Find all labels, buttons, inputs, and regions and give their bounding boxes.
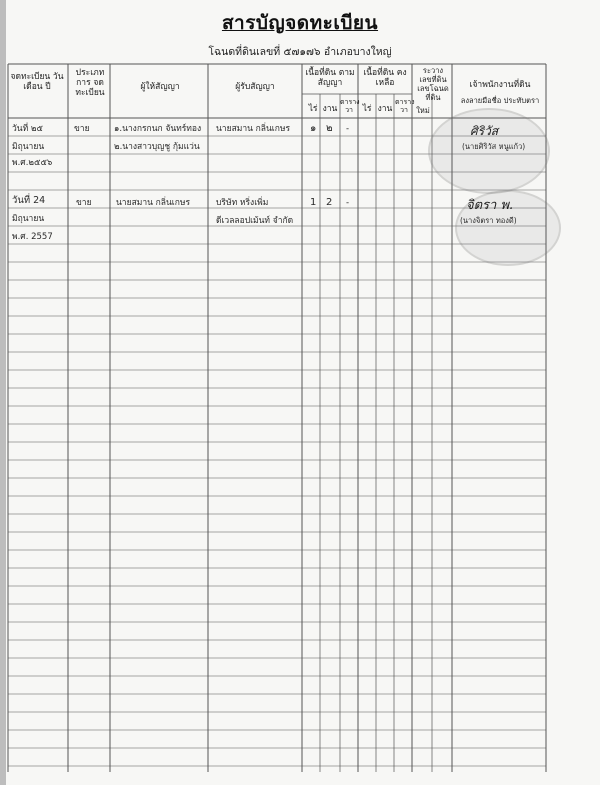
entry-date-line: พ.ศ. 2557 <box>12 232 53 242</box>
entry-date-line: มิถุนายน <box>12 142 45 152</box>
column-header-area-remaining <box>358 68 412 88</box>
column-header-area-remaining-label: เนื้อที่ดิน คงเหลือ <box>363 68 407 88</box>
column-header-date-label: จดทะเบียน วัน เดือน ปี <box>10 72 64 92</box>
column-header-area-contract <box>304 68 356 88</box>
column-header-type <box>70 68 110 98</box>
map-new-label: ใหม่ <box>416 106 430 115</box>
column-header-area-contract-label: เนื้อที่ดิน ตามสัญญา <box>305 68 355 88</box>
unit-rai-2: ไร่ <box>362 104 372 114</box>
document-title: สารบัญจดทะเบียน <box>221 12 379 34</box>
entry-grantee-line: นายสมาน กลิ่นเกษร <box>216 124 291 134</box>
unit-rai-1: ไร่ <box>308 104 318 114</box>
unit-wa-2: ตารางวา <box>395 98 415 114</box>
column-header-map-sheet <box>414 66 452 102</box>
entry-rai: 1 <box>310 197 317 208</box>
column-header-type-label: ประเภท การ จดทะเบียน <box>75 68 105 98</box>
unit-ngan-1: งาน <box>322 104 338 114</box>
entry-grantee-line: ดีเวลลอปเม้นท์ จำกัด <box>216 216 294 226</box>
entry-grantor-line: ๒.นางสาวบุญชู กุ้มแว่น <box>114 142 200 152</box>
officer-name: (นางจิตรา ทองดี) <box>460 216 517 225</box>
column-header-grantee-label: ผู้รับสัญญา <box>235 82 275 92</box>
entry-grantor-line: นายสมาน กลิ่นเกษร <box>116 198 191 208</box>
entry-wa: - <box>346 124 350 134</box>
entry-ngan: ๒ <box>326 123 333 134</box>
entry-rai: ๑ <box>310 123 317 134</box>
document-subtitle: โฉนดที่ดินเลขที่ ๕๗๑๗๖ อำเภอบางใหญ่ <box>208 46 392 58</box>
column-header-grantor-label: ผู้ให้สัญญา <box>140 82 180 92</box>
entry-grantor-line: ๑.นางกรกนก จันทร์ทอง <box>114 124 202 134</box>
column-header-officer <box>454 80 546 106</box>
entry-type: ขาย <box>76 198 92 208</box>
land-number-label: เลขที่ดิน <box>419 75 447 84</box>
unit-wa-1: ตารางวา <box>340 98 360 114</box>
title-deed-number-label: เลขโฉนดที่ดิน <box>417 84 449 102</box>
entry-date-line: พ.ศ.๒๕๕๖ <box>12 158 53 168</box>
unit-ngan-2: งาน <box>377 104 393 114</box>
officer-signature: จิตรา พ. <box>466 198 514 213</box>
column-header-officer-label: เจ้าพนักงานที่ดิน <box>469 80 531 90</box>
officer-signature: ศิริวัส <box>470 124 499 138</box>
entry-wa: - <box>346 198 350 208</box>
entry-grantee-line: บริษัท หริ่งเพิ่ม <box>216 198 269 208</box>
entry-date-line: วันที่ 24 <box>12 195 46 206</box>
column-header-grantee <box>210 82 300 92</box>
entry-date-line: มิถุนายน <box>12 214 45 224</box>
column-header-grantor <box>112 82 208 92</box>
column-header-date <box>8 72 66 92</box>
map-sheet-label: ระวาง <box>422 66 444 75</box>
entry-date-line: วันที่ ๒๕ <box>12 124 43 134</box>
entry-ngan: 2 <box>326 197 333 208</box>
officer-name: (นายศิริวัส หนูแก้ว) <box>462 142 526 151</box>
entry-type: ขาย <box>74 124 90 134</box>
column-header-officer-sub: ลงลายมือชื่อ ประทับตรา <box>460 96 540 105</box>
